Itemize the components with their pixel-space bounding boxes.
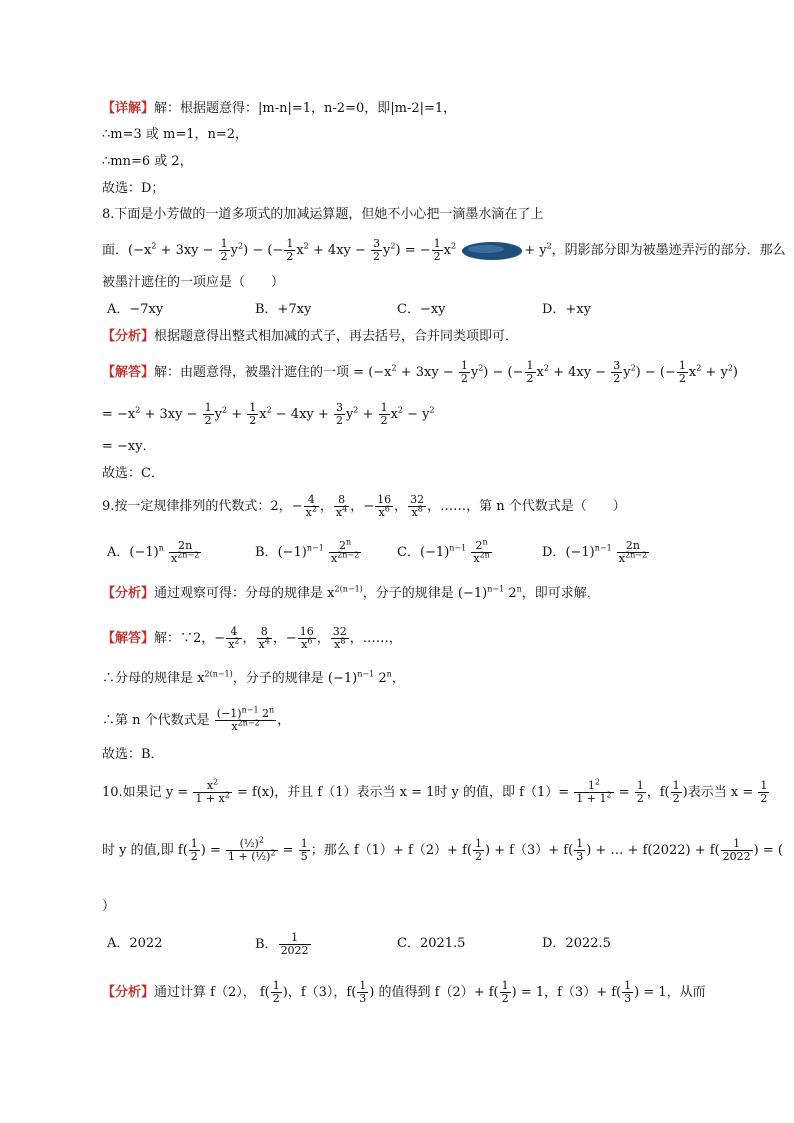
fraction: $\frac{32}{x^8}$ — [410, 493, 425, 519]
q10-analysis: 【分析】通过计算 f（2）， f( $\frac{1}{2}$ )，f（3），f( $\frac{1}{3}$ ) 的值得到 f（2）+ f( $\frac{1}{2}$ ) = 1，f（3）+ f( $\frac{1}{3}$ ) = 1，从而 — [102, 979, 706, 1005]
fraction: $\frac{1}{3}$ — [624, 979, 632, 1005]
q10-question-line-1: 10.如果记 y = $\frac{x^2}{1 + x^2}$ = f(x)，并且 f（1）表示当 x = 1时 y 的值，即 f（1）= $\frac{1^2}{1 + 1^2}$ = $\frac{1}{2}$ ，f( $\frac{1}{2}$ )表示当 x = $\frac{1}{2}$ — [102, 777, 768, 805]
fraction: $\frac{4}{x^2}$ — [228, 625, 240, 651]
q10-question-line-3: ） — [102, 899, 116, 914]
q9-analysis-text: 通过观察可得：分母的规律是 — [154, 586, 324, 601]
q10-analysis-text: 通过计算 f（2）， — [154, 985, 256, 1000]
fraction: $\frac{1}{2}$ — [380, 401, 388, 427]
fraction: $\frac{1}{2}$ — [672, 779, 680, 805]
q8-analysis — [102, 326, 744, 348]
fraction: $\frac{3}{2}$ — [335, 401, 343, 427]
q7-detail-line — [102, 98, 744, 120]
q10-option-c: C．2021.5 — [397, 936, 466, 951]
q9-answer-text: ∴分母的规律是 — [102, 671, 194, 686]
fraction: $\frac{x^2}{1 + x^2}$ — [195, 777, 230, 805]
q10-text: ；那么 f（1）+ f（2）+ — [310, 843, 458, 858]
fraction: $\frac{1}{2}$ — [678, 359, 686, 385]
analysis-tag: 【分析】 — [102, 985, 155, 1000]
q9-option-c: C．$(-1)^{n-1}$ $\frac{2^n}{x^{2n}}$ — [397, 537, 490, 565]
q9-question: 9.按一定规律排列的代数式：2，− $\frac{4}{x^2}$ ， $\frac{8}{x^4}$ ，− $\frac{16}{x^6}$ ， $\frac{32}{x^8}$ ，……，第 n 个代数式是（ ） — [102, 493, 626, 519]
q10-text: 10.如果记 — [102, 785, 162, 800]
q8-answer-line-3: = −xy． — [102, 439, 156, 454]
q9-answer-text: ∴第 n 个代数式是 — [102, 713, 210, 728]
q7-choose: 故选：D； — [102, 181, 165, 196]
q8-option-a: A．−7xy — [107, 302, 164, 317]
fraction: $\frac{2^n}{x^{2n-2}}$ — [330, 537, 360, 565]
fraction: $\frac{1}{3}$ — [359, 979, 367, 1005]
fraction: $\frac{16}{x^6}$ — [299, 625, 314, 651]
analysis-tag: 【分析】 — [102, 329, 155, 344]
fraction: $\frac{1}{2}$ — [220, 237, 228, 263]
fraction: $\frac{1}{2}$ — [501, 979, 509, 1005]
q10-question-line-2: 时 y 的值,即 f( $\frac{1}{2}$ ) = $\frac{(\frac{1}{2})^2}{1 + (\frac{1}{2})^2}$ = $\frac{1}{5}$ ；那么 f（1）+ f（2）+ f( $\frac{1}{2}$ ) + f（3）+ f( $\frac{1}{3}$ ) + … + f(2022) + f( $\frac{1}{2022}$ ) = ( — [102, 835, 783, 863]
q10-option-b — [255, 932, 312, 957]
fraction: $\frac{8}{x^4}$ — [335, 493, 348, 519]
q9-text: 9.按一定规律排列的代数式：2， — [102, 499, 292, 514]
ink-blot-icon — [460, 240, 524, 262]
answer-tag: 【解答】 — [102, 631, 155, 646]
fraction: $\frac{1}{3}$ — [576, 837, 584, 863]
q10-text: 时 y 的值,即 — [102, 843, 174, 858]
q9-answer-text: 解：∵2， — [154, 631, 215, 646]
q9-answer-line-3: ∴第 n 个代数式是 $\frac{(-1)^{n-1} 2^n}{x^{2n-2}}$ ， — [102, 705, 291, 733]
q10-option-a: A．2022 — [107, 936, 163, 951]
q7-text-3: ∴mn=6 或 2， — [102, 154, 193, 169]
q9-answer-line-2: ∴分母的规律是 $x^{2(n-1)}$，分子的规律是 $(-1)^{n-1}$ 2$^n$， — [102, 669, 405, 686]
q9-option-d: D．$(-1)^{n-1}$ $\frac{2n}{x^{2n-2}}$ — [542, 539, 648, 565]
q9-text: ，……，第 n 个代数式是（ ） — [427, 499, 626, 514]
fraction: $\frac{1}{2}$ — [272, 979, 280, 1005]
q8-question-line-1: 8.下面是小芳做的一道多项式的加减运算题，但她不小心把一滴墨水滴在了上 — [102, 207, 544, 222]
q8-text: 面． — [102, 243, 129, 258]
q10-text: 表示当 — [687, 785, 727, 800]
q8-answer-line-1: 【解答】解：由题意得，被墨汁遮住的一项 = ($-x^2 + 3xy$ − $\frac{1}{2}$ $y^2$) − (− $\frac{1}{2}$ $x^2 + 4xy$ − $\frac{3}{2}$ $y^2$) − (− $\frac{1}{2}$ $x^2 + y^2$) — [102, 359, 738, 385]
fraction: $\frac{1}{2}$ — [433, 237, 441, 263]
fraction: $\frac{3}{2}$ — [373, 237, 381, 263]
fraction: $\frac{1}{2022}$ — [722, 837, 751, 863]
fraction: $\frac{(-1)^{n-1} 2^n}{x^{2n-2}}$ — [216, 705, 275, 733]
fraction: $\frac{(\frac{1}{2})^2}{1 + (\frac{1}{2})^2}$ — [228, 835, 276, 863]
option-letter: A． — [107, 545, 130, 560]
q8-option-b: B．+7xy — [255, 302, 312, 317]
detail-tag: 【详解】 — [102, 101, 155, 116]
fraction: $\frac{2n}{x^{2n-2}}$ — [171, 539, 200, 565]
q8-analysis-text: 根据题意得出整式相加减的式子，再去括号，合并同类项即可． — [154, 329, 519, 344]
fraction: $\frac{1}{2}$ — [204, 401, 212, 427]
fraction: $\frac{4}{x^2}$ — [305, 493, 317, 519]
fraction: $\frac{1}{2}$ — [760, 779, 768, 805]
fraction: $\frac{16}{x^6}$ — [377, 493, 392, 519]
option-letter: D． — [542, 545, 566, 560]
q9-option-a: A．$(-1)^n$ $\frac{2n}{x^{2n-2}}$ — [107, 539, 200, 565]
q8-question-line-3: 被墨汁遮住的一项应是（ ） — [102, 275, 285, 290]
q10-option-d: D．2022.5 — [542, 936, 611, 951]
fraction: $\frac{2n}{x^{2n-2}}$ — [618, 539, 648, 565]
q10-text: ，并且 f（1）表示当 x = 1时 y 的值，即 f（1）= — [274, 785, 570, 800]
fraction: $\frac{32}{x^8}$ — [332, 625, 347, 651]
q9-choose: 故选：B． — [102, 747, 164, 762]
fraction: $\frac{1}{2}$ — [190, 837, 198, 863]
fraction: $\frac{2^n}{x^{2n}}$ — [473, 537, 490, 565]
fraction: $\frac{8}{x^4}$ — [258, 625, 270, 651]
fraction: $\frac{1}{2}$ — [636, 779, 644, 805]
fraction: $\frac{3}{2}$ — [613, 359, 621, 385]
q8-option-c: C．−xy — [397, 302, 446, 317]
analysis-tag: 【分析】 — [102, 586, 155, 601]
answer-tag: 【解答】 — [102, 365, 155, 380]
q9-analysis-text: ，分子的规律是 — [362, 586, 454, 601]
q9-analysis: 【分析】通过观察可得：分母的规律是 $x^{2(n-1)}$，分子的规律是 $(-1)^{n-1}$ 2$^n$，即可求解． — [102, 584, 600, 601]
q8-option-d: D．+xy — [542, 302, 591, 317]
q9-option-b: B．$(-1)^{n-1}$ $\frac{2^n}{x^{2n-2}}$ — [255, 537, 360, 565]
q8-choose: 故选：C． — [102, 466, 164, 481]
fraction: $\frac{1}{5}$ — [300, 837, 308, 863]
fraction: $\frac{1}{2}$ — [474, 837, 482, 863]
option-letter: B． — [255, 545, 278, 560]
q8-text: ，阴影部分即为被墨迹弄污的部分．那么 — [551, 243, 786, 258]
q8-answer-line-2: = $-x^2 + 3xy$ − $\frac{1}{2}$ $y^2$ + $\frac{1}{2}$ $x^2 - 4xy$ + $\frac{3}{2}$ $y^2$ + $\frac{1}{2}$ $x^2 - y^2$ — [102, 401, 435, 427]
option-letter: C． — [397, 545, 420, 560]
fraction: $\frac{1}{2022}$ — [280, 931, 309, 957]
fraction: $\frac{1^2}{1 + 1^2}$ — [576, 777, 612, 805]
q8-answer-result: −xy． — [117, 439, 156, 454]
q7-text-1: 解：根据题意得：|m-n|=1，n-2=0，即|m-2|=1， — [154, 101, 457, 116]
q8-answer-text: 解：由题意得，被墨汁遮住的一项 — [154, 365, 350, 380]
q9-answer-line-1: 【解答】解：∵2，− $\frac{4}{x^2}$ ， $\frac{8}{x^4}$ ，− $\frac{16}{x^6}$ ， $\frac{32}{x^8}$ ，……， — [102, 625, 402, 651]
q9-analysis-text: ，即可求解． — [521, 586, 600, 601]
fraction: $\frac{1}{2}$ — [526, 359, 534, 385]
fraction: $\frac{1}{2}$ — [249, 401, 257, 427]
fraction: $\frac{1}{2}$ — [286, 237, 294, 263]
q9-answer-text: ，分子的规律是 — [232, 671, 324, 686]
q8-question-line-2: 面．($-x^2 + 3xy$ − $\frac{1}{2}$ $y^2$) − (− $\frac{1}{2}$ $x^2 + 4xy$ − $\frac{3}{2}$ $y^2$) = − $\frac{1}{2}$ $x^2 + y^2$，阴影部分即为被墨迹弄污的部分．那么 — [102, 237, 786, 263]
q7-text-2: ∴m=3 或 m=1，n=2， — [102, 127, 249, 142]
fraction: $\frac{1}{2}$ — [460, 359, 468, 385]
option-letter: B． — [255, 937, 278, 952]
